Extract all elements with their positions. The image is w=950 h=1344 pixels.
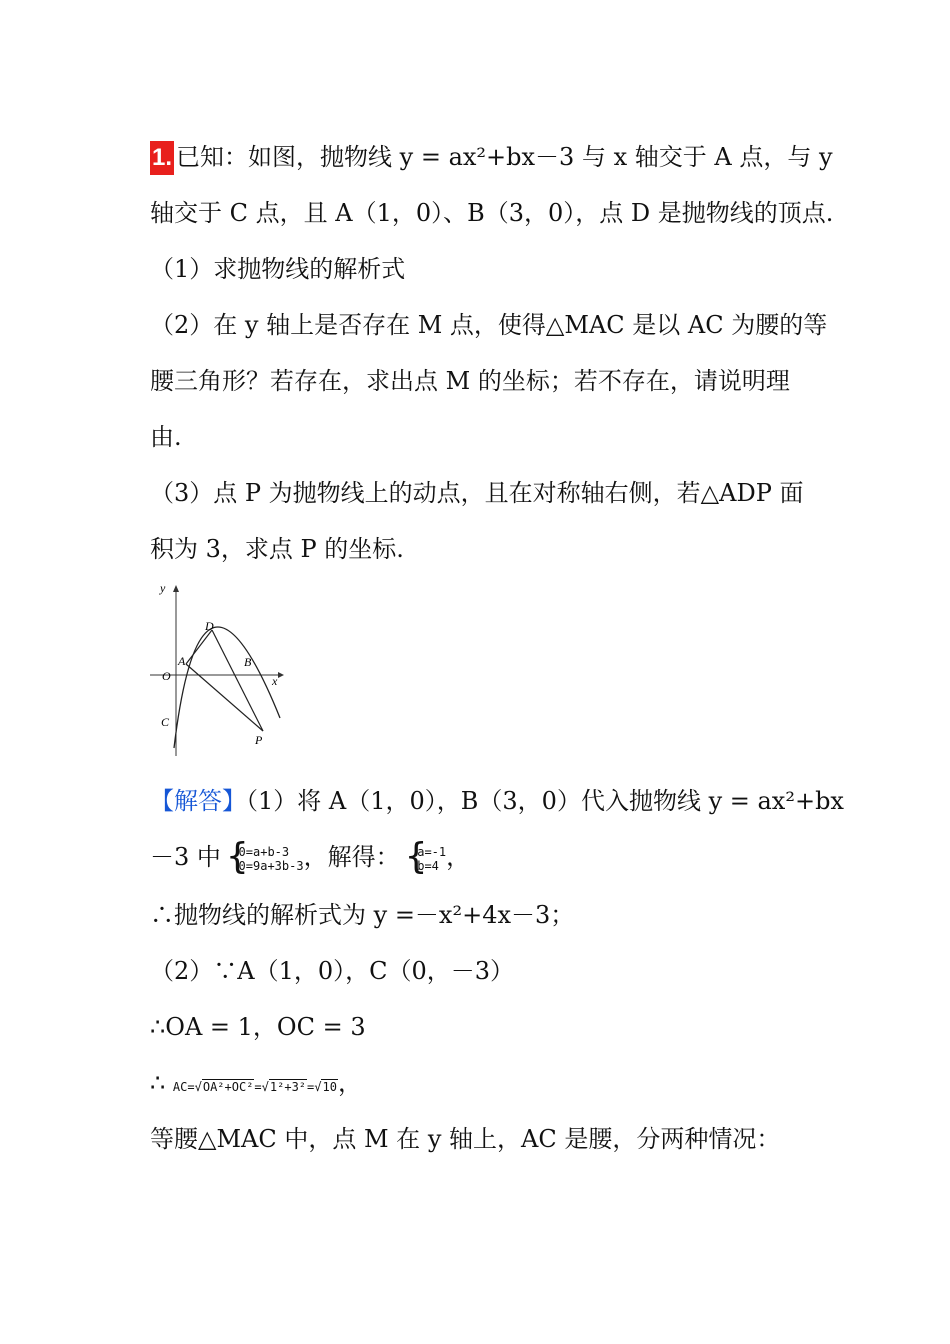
point-b-label: B — [244, 655, 252, 669]
question-number-badge: 1. — [150, 141, 174, 175]
solution-line-5: ∴OA = 1，OC = 3 — [150, 1013, 366, 1041]
solved-label: ，解得： — [303, 843, 400, 871]
equation-system-2 — [407, 845, 446, 873]
problem-part-3: （3）点 P 为抛物线上的动点，且在对称轴右侧，若△ADP 面 — [150, 479, 804, 507]
origin-label: O — [162, 669, 171, 683]
therefore-symbol: ∴ — [150, 1069, 166, 1097]
point-a-label: A — [178, 654, 186, 668]
solution-line-2-end: ， — [446, 843, 471, 871]
solution-a: { a=-1 — [417, 844, 447, 859]
solution-line-4: （2）∵A（1，0），C（0，－3） — [150, 957, 515, 985]
problem-line-1 — [150, 140, 833, 175]
point-c-label: C — [161, 715, 170, 729]
solution-b: b=4 — [417, 858, 439, 873]
parabola-curve — [174, 627, 280, 748]
solution-line-3: ∴抛物线的解析式为 y =－x²+4x－3； — [150, 901, 575, 929]
problem-line-2: 轴交于 C 点，且 A（1，0）、B（3，0），点 D 是抛物线的顶点. — [150, 199, 834, 227]
equation-system-1 — [229, 845, 304, 873]
segment-ap — [186, 664, 263, 731]
solution-line-6 — [150, 1066, 810, 1104]
ac-formula: AC=√OA²+OC²=√1²+3²=√10 — [172, 1080, 337, 1094]
solution-line-2 — [150, 840, 810, 874]
y-axis-label: y — [160, 581, 166, 595]
problem-part-1: （1）求抛物线的解析式 — [150, 255, 406, 283]
x-axis-arrow-icon — [278, 672, 284, 678]
solution-step-1: （1）将 A（1，0），B（3，0）代入抛物线 y = ax²+bx — [246, 787, 844, 815]
problem-part-2: （2）在 y 轴上是否存在 M 点，使得△MAC 是以 AC 为腰的等 — [150, 311, 828, 339]
segment-ad — [186, 630, 212, 664]
answer-tag: 【解答】 — [150, 787, 246, 815]
x-axis-label: x — [272, 674, 278, 688]
problem-text: 已知：如图，抛物线 y = ax²+bx－3 与 x 轴交于 A 点，与 y — [176, 143, 833, 171]
y-axis-arrow-icon — [173, 585, 179, 592]
solution-line-1 — [150, 784, 844, 818]
point-p-label: P — [255, 733, 263, 747]
point-d-label: D — [205, 619, 214, 633]
parabola-figure — [146, 580, 286, 760]
solution-line-7: 等腰△MAC 中，点 M 在 y 轴上，AC 是腰，分两种情况： — [150, 1125, 781, 1153]
solution-step-1-cont: －3 中 — [150, 843, 221, 871]
problem-part-2-end: 由. — [150, 423, 182, 451]
equation-1a: { 0=a+b-3 — [238, 844, 290, 859]
problem-part-2-cont: 腰三角形？若存在，求出点 M 的坐标；若不存在，请说明理 — [150, 367, 790, 395]
equation-1b: 0=9a+3b-3 — [238, 858, 304, 873]
segment-dp — [212, 630, 263, 731]
problem-part-3-cont: 积为 3，求点 P 的坐标. — [150, 535, 404, 563]
formula-comma: ， — [337, 1069, 362, 1097]
